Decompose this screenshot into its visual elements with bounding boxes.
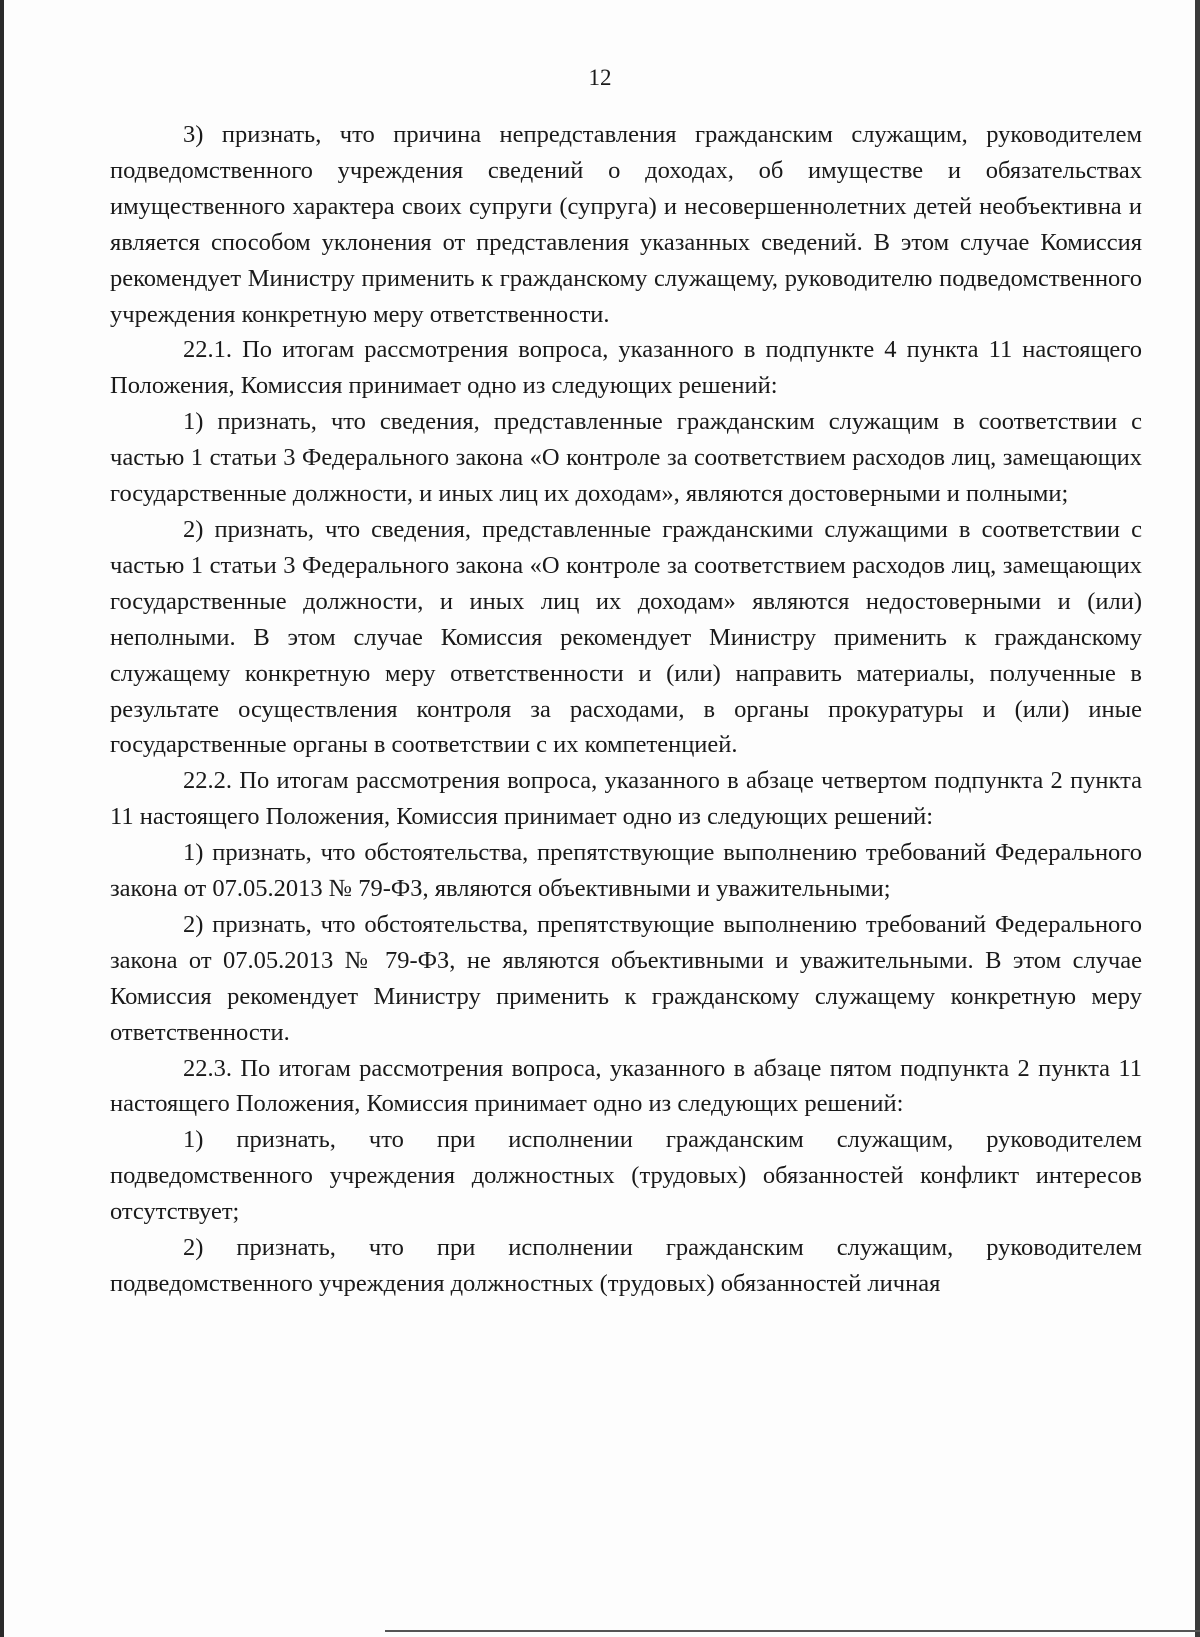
scan-left-edge <box>0 0 4 1637</box>
page-number: 12 <box>588 65 612 90</box>
document-body <box>110 117 1142 1302</box>
paragraph-22-1-item-1: 1) признать, что сведения, представленные гражданским служащим в соответствии с частью 1 статьи 3 Федерального закона «О контроле за соответствием расходов лиц, замещающих государственные должности, и иных лиц их доходам», являются достоверными и полными; <box>110 408 1142 508</box>
paragraph-22-3-item-1: 1) признать, что при исполнении гражданским служащим, руководителем подведомственного учреждения должностных (трудовых) обязанностей конфликт интересов отсутствует; <box>110 1126 1142 1226</box>
scan-right-edge <box>1195 0 1200 1637</box>
scan-bottom-rule <box>385 1630 1200 1632</box>
paragraph-22-1-item-2: 2) признать, что сведения, представленные гражданскими служащими в соответствии с частью 1 статьи 3 Федерального закона «О контроле за соответствием расходов лиц, замещающих государственные должности, и иных лиц их доходам» являются недостоверными и (или) неполными. В этом случае Комиссия рекомендует Министру применить к гражданскому служащему конкретную меру ответственности и (или) направить материалы, полученные в результате осуществления контроля за расходами, в органы прокуратуры и (или) иные государственные органы в соответствии с их компетенцией. <box>110 515 1142 759</box>
paragraph-22-3-item-2: 2) признать, что при исполнении гражданским служащим, руководителем подведомственного учреждения должностных (трудовых) обязанностей личная <box>110 1234 1142 1297</box>
paragraph-22-1: 22.1. По итогам рассмотрения вопроса, указанного в подпункте 4 пункта 11 настоящего Положения, Комиссия принимает одно из следующих решений: <box>110 336 1142 400</box>
paragraph-item-3: 3) признать, что причина непредставления гражданским служащим, руководителем подведомственного учреждения сведений о доходах, об имуществе и обязательствах имущественного характера своих супруги (супруга) и несовершеннолетних детей необъективна и является способом уклонения от представления указанных сведений. В этом случае Комиссия рекомендует Министру применить к гражданскому служащему, руководителю подведомственного учреждения конкретную меру ответственности. <box>110 121 1142 328</box>
paragraph-22-2-item-2: 2) признать, что обстоятельства, препятствующие выполнению требований Федерального закона от 07.05.2013 № 79-ФЗ, не являются объективными и уважительными. В этом случае Комиссия рекомендует Министру применить к гражданскому служащему конкретную меру ответственности. <box>110 910 1142 1046</box>
paragraph-22-3: 22.3. По итогам рассмотрения вопроса, указанного в абзаце пятом подпункта 2 пункта 11 настоящего Положения, Комиссия принимает одно из следующих решений: <box>110 1054 1142 1118</box>
paragraph-22-2-item-1: 1) признать, что обстоятельства, препятствующие выполнению требований Федерального закона от 07.05.2013 № 79-ФЗ, являются объективными и уважительными; <box>110 839 1142 903</box>
paragraph-22-2: 22.2. По итогам рассмотрения вопроса, указанного в абзаце четвертом подпункта 2 пункта 11 настоящего Положения, Комиссия принимает одно из следующих решений: <box>110 767 1142 831</box>
